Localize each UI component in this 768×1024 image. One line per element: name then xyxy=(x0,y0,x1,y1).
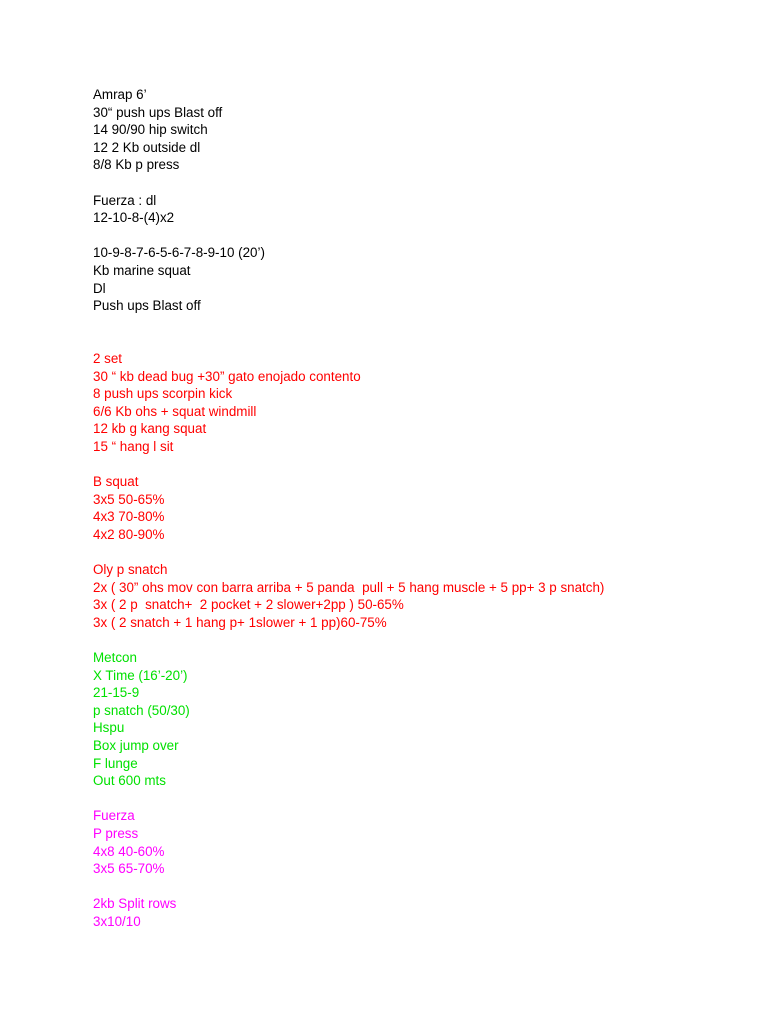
blank-line xyxy=(93,174,753,192)
document-line: 8 push ups scorpin kick xyxy=(93,386,233,402)
document-line: 3x ( 2 p snatch+ 2 pocket + 2 slower+2pp ) 50-65% xyxy=(93,597,404,613)
blank-line xyxy=(93,631,753,649)
blank-line xyxy=(93,332,753,350)
blank-line xyxy=(93,790,753,808)
document-line: 3x5 50-65% xyxy=(93,491,165,507)
document-line: 30 “ kb dead bug +30” gato enojado contento xyxy=(93,368,361,384)
document-line: Kb marine squat xyxy=(93,262,191,278)
document-line: 12-10-8-(4)x2 xyxy=(93,210,175,226)
document-line: 3x10/10 xyxy=(93,913,141,929)
document-line: 4x2 80-90% xyxy=(93,526,165,542)
document-line: Out 600 mts xyxy=(93,773,166,789)
document-line: p snatch (50/30) xyxy=(93,702,190,718)
document-line: Push ups Blast off xyxy=(93,298,201,314)
blank-line xyxy=(93,543,753,561)
document-line: 10-9-8-7-6-5-6-7-8-9-10 (20’) xyxy=(93,245,265,261)
document-line: 2x ( 30” ohs mov con barra arriba + 5 panda pull + 5 hang muscle + 5 pp+ 3 p snatch) xyxy=(93,579,605,595)
document-line: 14 90/90 hip switch xyxy=(93,122,208,138)
document-line: Dl xyxy=(93,280,106,296)
blank-line xyxy=(93,455,753,473)
document-line: 3x ( 2 snatch + 1 hang p+ 1slower + 1 pp)60-75% xyxy=(93,614,387,630)
document-line: X Time (16’-20’) xyxy=(93,667,188,683)
document-body xyxy=(93,86,753,931)
document-line: 6/6 Kb ohs + squat windmill xyxy=(93,403,257,419)
blank-line xyxy=(93,227,753,245)
document-line: Metcon xyxy=(93,650,137,665)
document-line: Hspu xyxy=(93,720,125,736)
document-line: Fuerza xyxy=(93,808,135,824)
document-line: 21-15-9 xyxy=(93,685,140,701)
blank-line xyxy=(93,315,753,333)
blank-line xyxy=(93,878,753,896)
document-line: 8/8 Kb p press xyxy=(93,157,180,173)
document-line: Amrap 6’ xyxy=(93,87,147,102)
document-line: Fuerza : dl xyxy=(93,192,157,208)
document-line: 3x5 65-70% xyxy=(93,861,165,877)
document-line: 12 2 Kb outside dl xyxy=(93,139,201,155)
document-line: 2 set xyxy=(93,350,123,366)
document-line: F lunge xyxy=(93,755,138,771)
document-line: 12 kb g kang squat xyxy=(93,421,207,437)
document-line: B squat xyxy=(93,474,139,490)
document-line: 30“ push ups Blast off xyxy=(93,104,223,120)
document-line: Oly p snatch xyxy=(93,562,168,578)
document-line: P press xyxy=(93,825,139,841)
document-line: 2kb Split rows xyxy=(93,896,177,912)
document-line: Box jump over xyxy=(93,737,179,753)
document-line: 4x8 40-60% xyxy=(93,843,165,859)
document-line: 4x3 70-80% xyxy=(93,509,165,525)
document-line: 15 “ hang l sit xyxy=(93,438,174,454)
